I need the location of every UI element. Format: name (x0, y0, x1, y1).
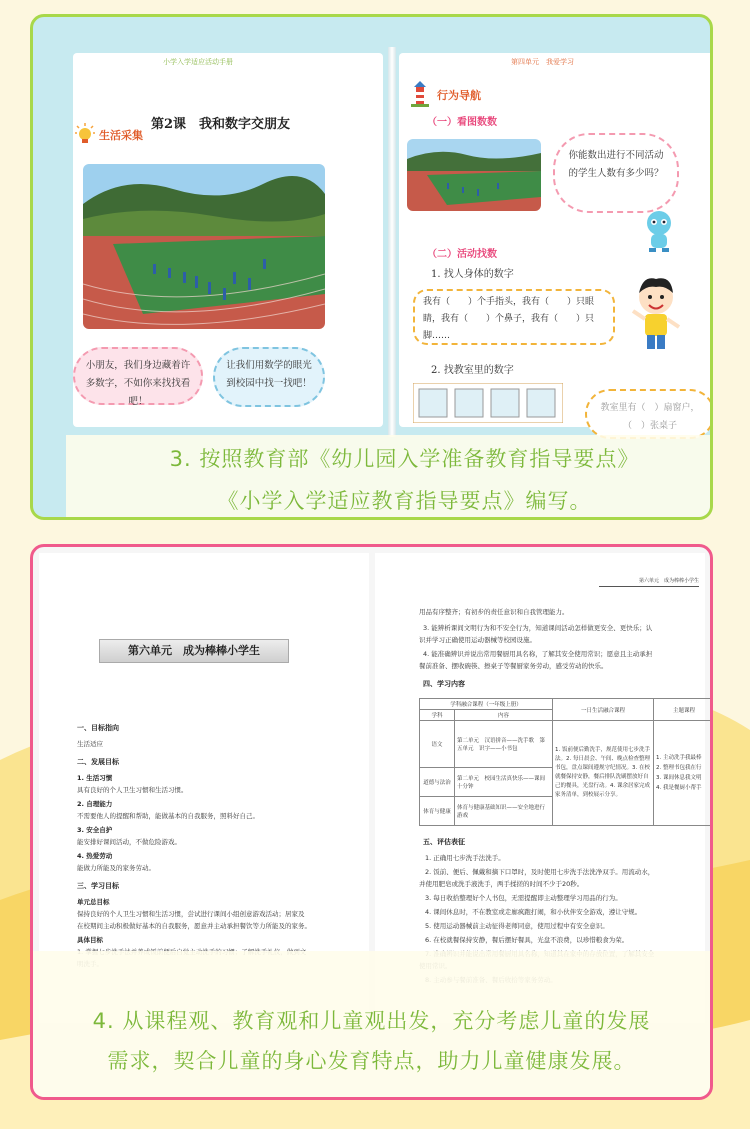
faded-fill-bubble: 教室里有（ ）扇窗户，（ ）张桌子 (585, 389, 713, 439)
guide-right-header: 第六单元 成为棒棒小学生 (599, 577, 699, 587)
heading-dev-goals: 二、发展目标 (77, 758, 119, 766)
right-text-1: 用品有序整齐；有初步的责任意识和自我管理能力。 (419, 608, 569, 616)
caption-box-4 (33, 951, 710, 1099)
caption-box-3 (66, 435, 713, 520)
lesson-title: 第2课 我和数字交朋友 (151, 117, 291, 132)
right-text-3: 识并学习正确使用运动器械等校园设施。 (419, 636, 536, 644)
unit-goal-title: 单元总目标 (77, 898, 110, 906)
table-head-subject-courses: 学科融合课程（一年级上册） (420, 699, 553, 710)
fill-in-bubble: 我有（ ）个手指头，我有（ ）只眼睛，我有（ ）个鼻子，我有（ ）只脚…… (413, 289, 615, 345)
stadium-photo (83, 164, 325, 329)
caption-3-line1: 3. 按照教育部《幼儿园入学准备教育指导要点》 (169, 447, 640, 471)
mascot-robot-icon (639, 207, 679, 253)
book-spine (388, 47, 396, 437)
goal-1-text: 具有良好的个人卫生习惯和生活习惯。 (77, 786, 188, 794)
eval-5: 5. 使用运动器械前主动征得老师同意，使用过程中有安全意识。 (425, 922, 609, 930)
heading-learning-goals: 三、学习目标 (77, 882, 119, 890)
caption-4-line2: 需求，契合儿童的身心发育特点，助力儿童健康发展。 (107, 1049, 636, 1073)
table-cell-theme: 1. 主动洗手我最棒 2. 整理书包我在行 3. 课间休息我文明 4. 我是餐厨小帮手 (654, 721, 714, 826)
table-cell-content: 第二单元 校园生活真快乐——课间十分钟 (455, 768, 553, 797)
speech-bubble-left: 小朋友，我们身边藏着许多数字，不如你来找找看吧！ (73, 347, 203, 405)
section-life-collection: 生活采集 (99, 129, 143, 142)
right-text-4: 4. 能准确辨识并说出常用餐厨用具名称，了解其安全使用常识；愿意且主动承担 (423, 650, 653, 658)
text-life-adapt: 生活适应 (77, 740, 103, 748)
table-cell-content: 体育与健康基础知识——安全地进行游戏 (455, 797, 553, 826)
table-head-daily-courses: 一日生活融合课程 (553, 699, 654, 721)
eval-2b: 并使用肥皂或洗手液洗手，两手揉搓的时间不少于20秒。 (419, 880, 584, 888)
table-head-theme-courses: 主题课程 (654, 699, 714, 721)
caption-3-line2: 《小学入学适应教育指导要点》编写。 (217, 489, 592, 513)
cartoon-boy-icon (623, 275, 689, 355)
goal-3-text: 能安排好课间活动，不做危险游戏。 (77, 838, 181, 846)
section-activity-find: （二）活动找数 (427, 249, 497, 260)
unit-goal-text-1: 保持良好的个人卫生习惯和生活习惯，尝试进行课间小组创意游戏活动；居家及 (77, 910, 305, 918)
table-cell-subject: 体育与健康 (420, 797, 455, 826)
eval-1: 1. 正确用七步洗手法洗手。 (425, 854, 505, 862)
speech-bubble-right: 让我们用数学的眼光到校园中找一找吧！ (213, 347, 325, 407)
specific-goal-title: 具体目标 (77, 936, 103, 944)
eval-4: 4. 课间休息时，不在教室或走廊疯跑打闹，和小伙伴安全游戏，遵让守规。 (425, 908, 642, 916)
lighthouse-icon (407, 81, 433, 107)
eval-2: 2. 饭前、便后、佩戴和摘下口罩时，及时使用七步洗手法洗净双手。用流动水， (425, 868, 655, 876)
stadium-photo-small (407, 139, 541, 211)
table-row (420, 721, 714, 768)
right-text-2: 3. 能辨析课间文明行为和不安全行为，知道课间活动怎样做更安全、更快乐；认 (423, 624, 653, 632)
heading-learning-content: 四、学习内容 (423, 680, 465, 688)
table-cell-daily: 1. 饭前便后勤洗手，规范使用七步洗手法。2. 每日晨会、午间、晚点检查整理书包，盘点课间遵规守纪情况。3. 在校就餐保持安静，餐后排队洗刷摆放好自己的餐具，光盘行动。4. 课余居家完成家务清单，到校展示分享。 (553, 721, 654, 826)
table-sub-content: 内容 (455, 710, 553, 721)
lightbulb-icon (73, 123, 97, 147)
heading-goal-direction: 一、目标指向 (77, 724, 119, 732)
table-cell-subject: 道德与法治 (420, 768, 455, 797)
goal-2-text: 不需要他人的提醒和帮助，能做基本的自我服务，照料好自己。 (77, 812, 259, 820)
goal-2-title: 2. 自理能力 (77, 800, 113, 808)
goal-4-text: 能做力所能及的家务劳动。 (77, 864, 155, 872)
curriculum-table (419, 698, 713, 826)
right-page-header: 第四单元 我爱学习 (511, 58, 574, 66)
goal-1-title: 1. 生活习惯 (77, 774, 113, 782)
goal-4-title: 4. 热爱劳动 (77, 852, 113, 860)
heading-evaluation: 五、评估表征 (423, 838, 465, 846)
item-classroom-numbers: 2. 找教室里的数字 (431, 365, 514, 376)
table-cell-content: 第二单元 汉语拼音——洗手歌 第五单元 识字——小书包 (455, 721, 553, 768)
table-sub-subject: 学科 (420, 710, 455, 721)
top-showcase-card (30, 14, 713, 520)
eval-6: 6. 在校就餐保持安静，餐后摆好餐具，光盘不浪费，以珍惜粮食为荣。 (425, 936, 629, 944)
table-cell-subject: 语文 (420, 721, 455, 768)
nav-title: 行为导航 (437, 89, 481, 102)
unit-title-box: 第六单元 成为棒棒小学生 (99, 639, 289, 663)
item-body-numbers: 1. 找人身体的数字 (431, 269, 514, 280)
unit-goal-text-2: 在校期间主动积极做好基本的自我服务，愿意并主动承担餐饮等力所能及的家务。 (77, 922, 311, 930)
right-text-5: 餐前准备、摆收碗筷、擦桌子等餐厨家务劳动，感受劳动的快乐。 (419, 662, 608, 670)
section-count-picture: （一）看图数数 (427, 117, 497, 128)
caption-4-line1: 4. 从课程观、教育观和儿童观出发，充分考虑儿童的发展 (92, 1009, 651, 1033)
question-bubble: 你能数出进行不同活动的学生人数有多少吗？ (553, 133, 679, 213)
left-page-header: 小学入学适应活动手册 (163, 58, 233, 66)
goal-3-title: 3. 安全自护 (77, 826, 113, 834)
eval-3: 3. 每日收拾整理好个人书包，无需提醒即主动整理学习用品的行为。 (425, 894, 622, 902)
bottom-showcase-card (30, 544, 713, 1100)
classroom-picture (413, 383, 563, 423)
